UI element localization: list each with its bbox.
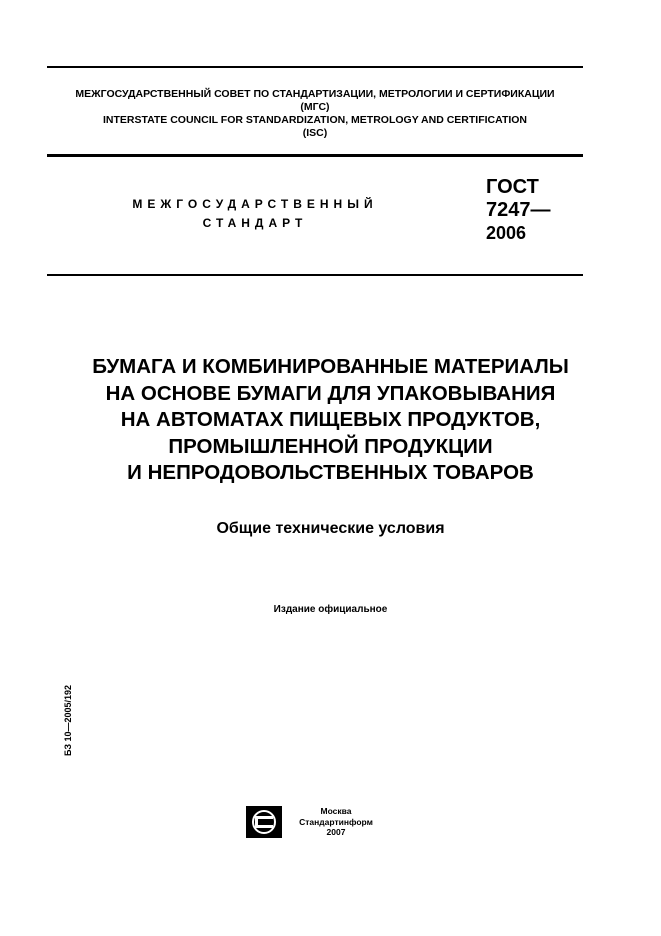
gost-number: 7247— bbox=[486, 199, 551, 221]
standartinform-logo-icon bbox=[246, 806, 282, 838]
council-name-en: INTERSTATE COUNCIL FOR STANDARDIZATION, METROLOGY AND CERTIFICATION bbox=[102, 114, 528, 126]
standard-kind-line1: МЕЖГОСУДАРСТВЕННЫЙ bbox=[132, 197, 378, 211]
top-rule bbox=[47, 66, 583, 68]
title-line: НА АВТОМАТАХ ПИЩЕВЫХ ПРОДУКТОВ, bbox=[120, 408, 541, 431]
title-line: НА ОСНОВЕ БУМАГИ ДЛЯ УПАКОВЫВАНИЯ bbox=[105, 381, 556, 405]
publisher-city: Москва bbox=[320, 806, 352, 816]
gost-label: ГОСТ bbox=[486, 176, 539, 198]
gost-designation bbox=[486, 176, 551, 245]
publisher-imprint bbox=[286, 806, 386, 838]
document-subtitle: Общие технические условия bbox=[216, 520, 445, 537]
council-abbr-en: (ISC) bbox=[302, 127, 328, 139]
council-name-ru: МЕЖГОСУДАРСТВЕННЫЙ СОВЕТ ПО СТАНДАРТИЗАЦИИ, МЕТРОЛОГИИ И СЕРТИФИКАЦИИ bbox=[75, 88, 555, 100]
publisher-year: 2007 bbox=[326, 827, 346, 837]
title-line: И НЕПРОДОВОЛЬСТВЕННЫХ ТОВАРОВ bbox=[127, 461, 534, 484]
council-abbr-ru: (МГС) bbox=[300, 101, 330, 113]
edition-note: Издание официальное bbox=[273, 604, 388, 615]
header-rule bbox=[47, 154, 583, 157]
title-line: ПРОМЫШЛЕННОЙ ПРОДУКЦИИ bbox=[168, 434, 493, 458]
side-code: БЗ 10—2005/192 bbox=[63, 684, 73, 756]
standard-kind bbox=[110, 195, 400, 233]
title-line: БУМАГА И КОМБИНИРОВАННЫЕ МАТЕРИАЛЫ bbox=[92, 355, 569, 378]
gost-year: 2006 bbox=[486, 223, 527, 243]
designation-rule bbox=[47, 274, 583, 276]
publisher-name: Стандартинформ bbox=[299, 816, 373, 827]
standard-kind-line2: СТАНДАРТ bbox=[202, 216, 308, 230]
council-header bbox=[47, 88, 583, 140]
document-title bbox=[20, 354, 641, 487]
